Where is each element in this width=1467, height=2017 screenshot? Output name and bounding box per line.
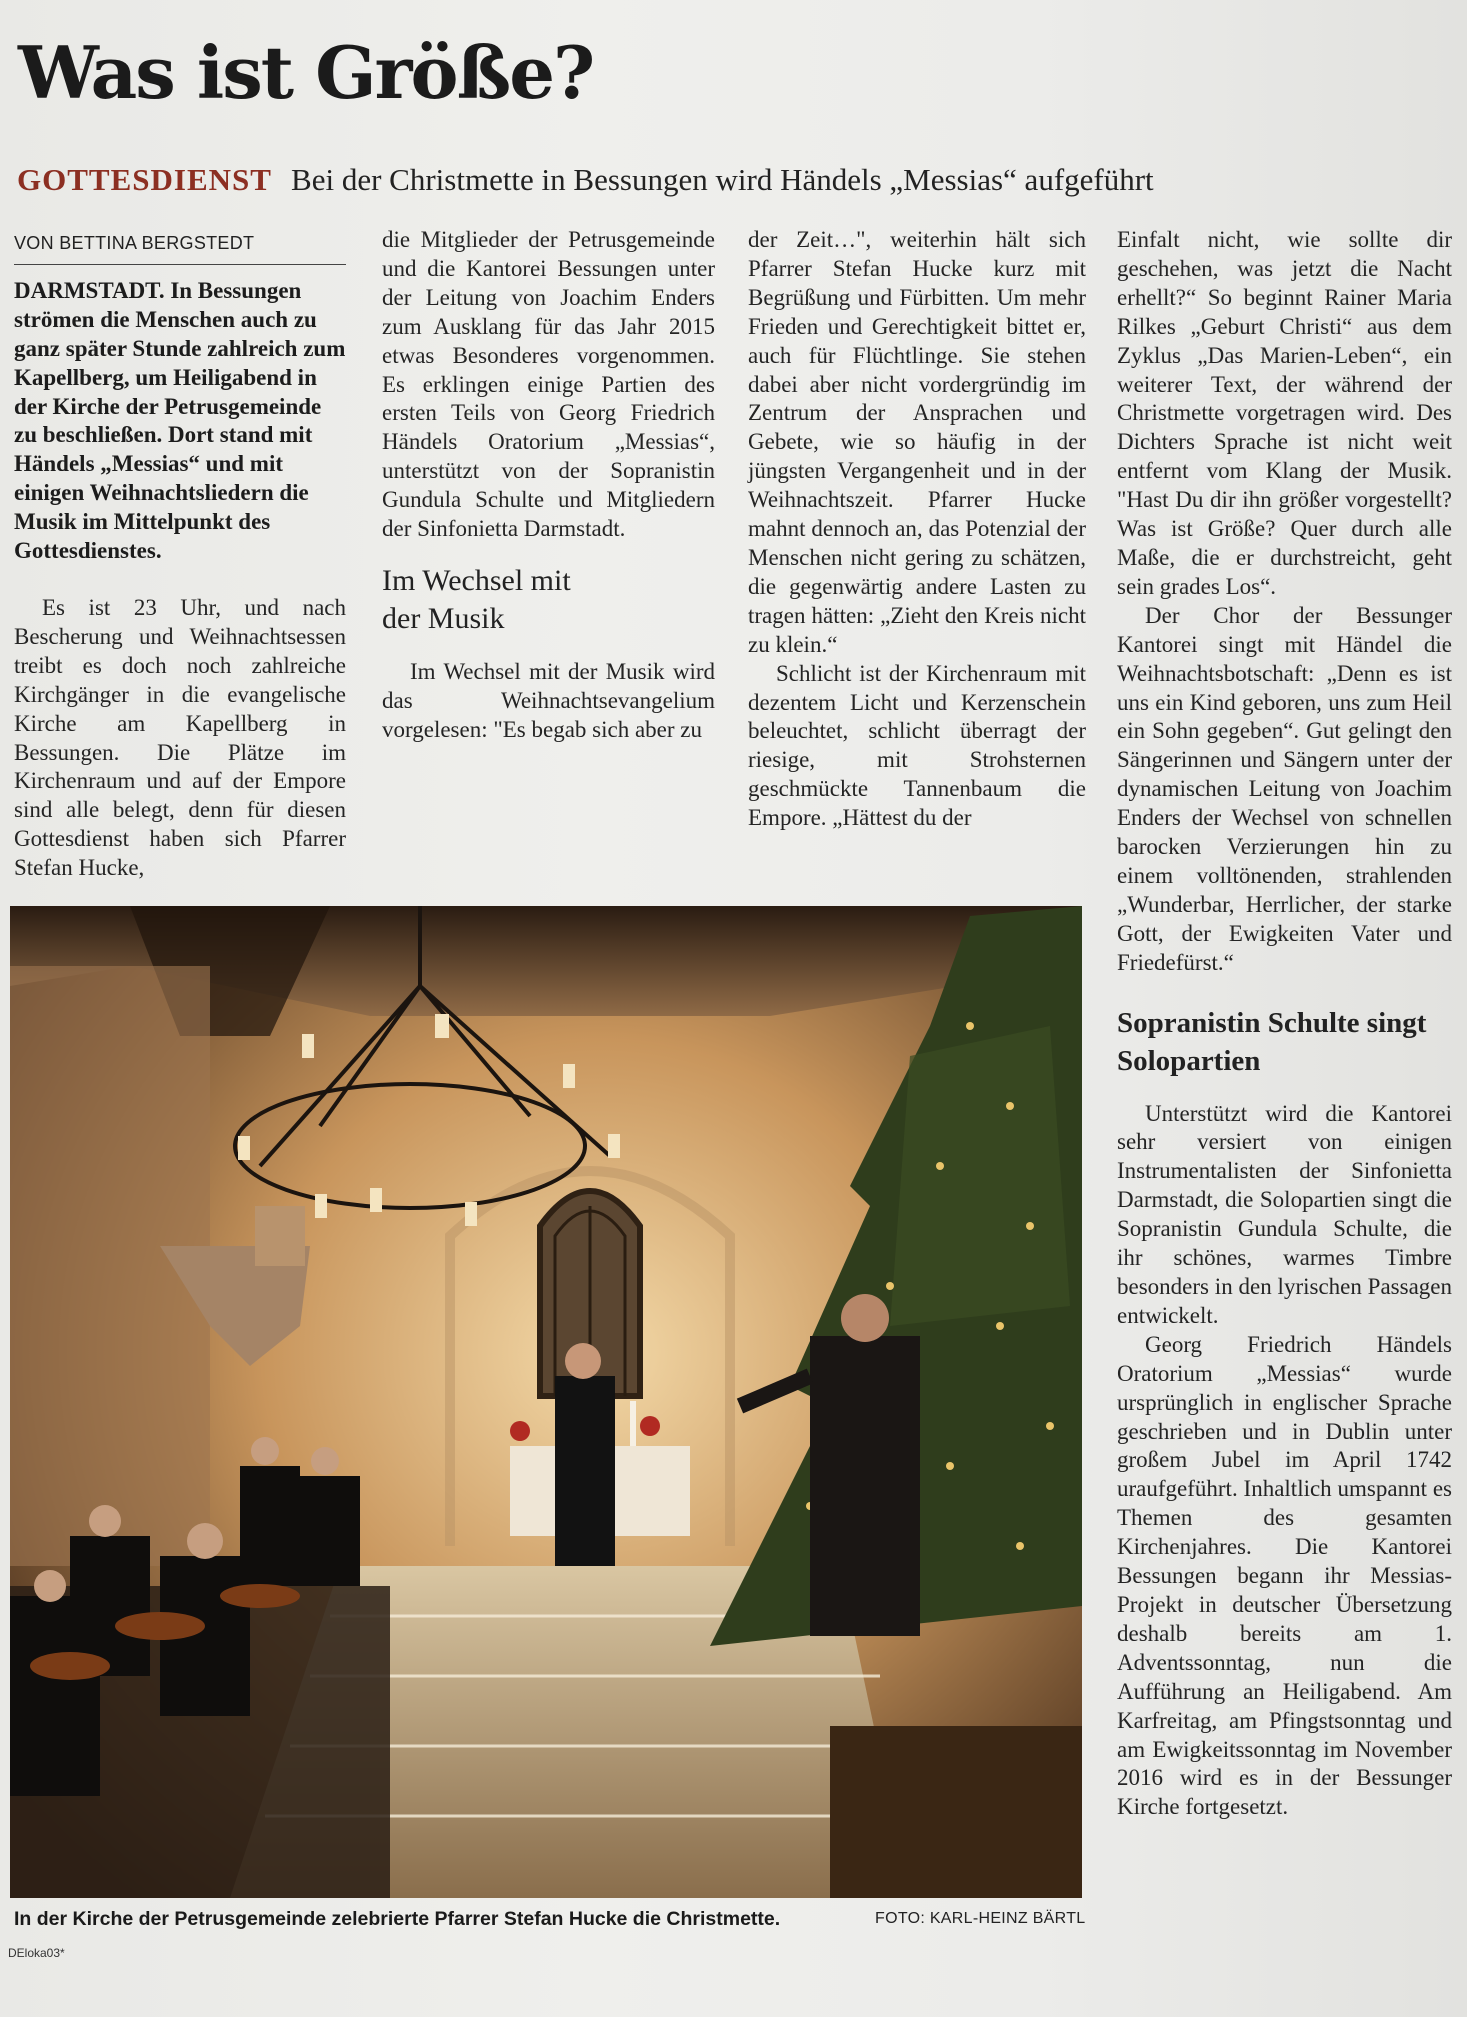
body-paragraph-5: Unterstützt wird die Kantorei sehr versiert von einigen Instrumentalisten der Sinfonietta Darmstadt, die Solopartien singt die Sopranistin Gundula Schulte, die ihr schönes, warmes Timbre besonders in den lyrischen Passagen entwickelt. [1117,1100,1452,1328]
body-paragraph-2: Im Wechsel mit der Musik wird das Weihnachtsevangelium vorgelesen: "Es begab sich aber zu [382,658,715,742]
photo-credit: FOTO: KARL-HEINZ BÄRTL [875,1910,1086,1927]
column-3 [748,226,1086,833]
subheading-2: Sopranistin Schulte singt Solopartien [1117,1006,1427,1077]
page-code: DEloka03* [8,1946,65,1960]
byline: VON BETTINA BERGSTEDT [14,226,346,265]
body-paragraph-6: Georg Friedrich Händels Oratorium „Messias“ wurde ursprünglich in englischer Sprache geschrieben und in Dublin unter großem Jubel im April 1742 uraufgeführt. Inhaltlich umspannt es Themen des gesamten Kirchenjahres. Die Kantorei Bessungen begann ihr Messias-Projekt in deutscher Übersetzung deshalb bereits am 1. Adventssonntag, nun die Aufführung an Heiligabend. Am Karfreitag, am Pfingstsonntag und am Ewigkeitssonntag im November 2016 wird es in der Bessunger Kirche fortgesetzt. [1117,1331,1452,1820]
column-1 [14,226,346,883]
headline: Was ist Größe? [18,30,594,115]
subline [17,162,1154,198]
body-paragraph-1: Es ist 23 Uhr, und nach Bescherung und Weihnachtsessen treibt es doch noch zahlreiche Kirchgänger in die evangelische Kirche am Kapellberg in Bessungen. Die Plätze im Kirchenraum und auf der Empore sind alle belegt, denn für diesen Gottesdienst haben sich Pfarrer Stefan Hucke, [14,594,346,881]
column-2 [382,226,715,745]
body-paragraph-1-cont: die Mitglieder der Petrusgemeinde und die Kantorei Bessungen unter der Leitung von Joachim Enders zum Ausklang für das Jahr 2015 etwas Besonderes vorgenommen. Es erklingen einige Partien des ersten Teils von Georg Friedrich Händels Oratorium „Messias“, unterstützt von der Sopranistin Gundula Schulte und Mitgliedern der Sinfonietta Darmstadt. [382,227,715,542]
kicker-rubric: GOTTESDIENST [17,162,272,197]
column-4 [1117,226,1452,1822]
church-photo [10,906,1082,1898]
subtitle: Bei der Christmette in Bessungen wird Händels „Messias“ aufgeführt [291,162,1154,197]
lead-paragraph: DARMSTADT. In Bessungen strömen die Menschen auch zu ganz später Stunde zahlreich zum Kapellberg, um Heiligabend in der Kirche der Petrusgemeinde zu beschließen. Dort stand mit Händels „Messias“ und mit einigen Weihnachtsliedern die Musik im Mittelpunkt des Gottesdienstes. [14,277,346,564]
body-paragraph-3-cont: Einfalt nicht, wie sollte dir geschehen, was jetzt die Nacht erhellt?“ So beginnt Rainer Maria Rilkes „Geburt Christi“ aus dem Zyklus „Das Marien-Leben“, ein weiterer Text, der während der Christmette vorgetragen wird. Des Dichters Sprache ist nicht weit entfernt vom Klang der Musik. "Hast Du dir ihn größer vorgestellt? Was ist Größe? Quer durch alle Maße, die er durchstreicht, geht sein grades Los“. [1117,227,1452,599]
photo-caption: In der Kirche der Petrusgemeinde zelebrierte Pfarrer Stefan Hucke die Christmette. [14,1908,781,1930]
body-paragraph-2-cont: der Zeit…", weiterhin hält sich Pfarrer Stefan Hucke kurz mit Begrüßung und Fürbitten. Um mehr Frieden und Gerechtigkeit bittet er, auch für Flüchtlinge. Sie stehen dabei aber nicht vordergründig im Zentrum der Ansprachen und Gebete, wie so häufig in der jüngsten Vergangenheit und in der Weihnachtszeit. Pfarrer Hucke mahnt dennoch an, das Potenzial der Menschen nicht gering zu schätzen, die gegenwärtig andere Lasten zu tragen hätten: „Zieht den Kreis nicht zu klein.“ [748,227,1086,657]
body-paragraph-3: Schlicht ist der Kirchenraum mit dezentem Licht und Kerzenschein beleuchtet, schlicht überragt der riesige, mit Strohsternen geschmückte Tannenbaum die Empore. „Hättest du der [748,660,1086,831]
subheading-1: Im Wechsel mit der Musik [382,563,571,635]
body-paragraph-4: Der Chor der Bessunger Kantorei singt mit Händel die Weihnachtsbotschaft: „Denn es ist uns ein Kind geboren, uns zum Heil ein Sohn gegeben“. Gut gelingt den Sängerinnen und Sängern unter der dynamischen Leitung von Joachim Enders der Wechsel von schnellen barocken Verzierungen hin zu einem volltönenden, strahlenden „Wunderbar, Herrlicher, der starke Gott, der Ewigkeiten Vater und Friedefürst.“ [1117,602,1452,975]
